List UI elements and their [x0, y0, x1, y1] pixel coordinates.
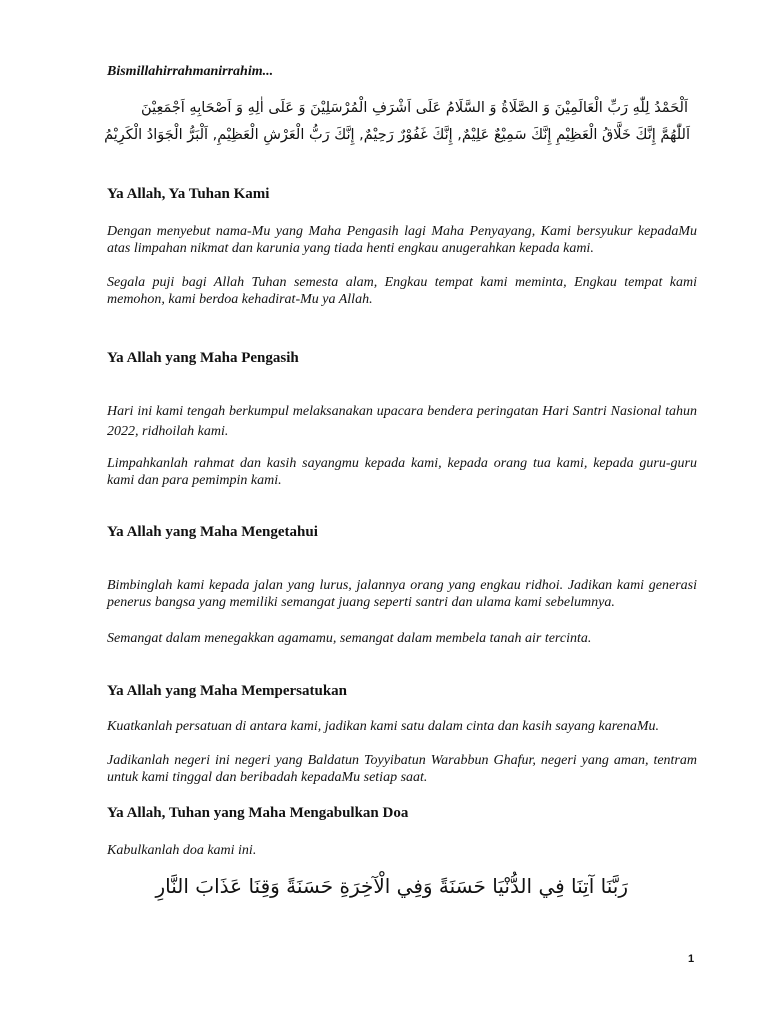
section-heading-5: Ya Allah, Tuhan yang Maha Mengabulkan Doa — [107, 805, 409, 821]
section-1-paragraph-1: Dengan menyebut nama-Mu yang Maha Pengasih lagi Maha Penyayang, Kami bersyukur kepadaMu atas limpahan nikmat dan karunia yang tiada henti engkau anugerahkan kepada kami. — [107, 224, 697, 256]
section-3-paragraph-1: Bimbinglah kami kepada jalan yang lurus, jalannya orang yang engkau ridhoi. Jadikan kami generasi penerus bangsa yang memiliki semangat juang seperti santri dan ulama kami sebelumnya. — [107, 578, 697, 610]
section-2-paragraph-2: Limpahkanlah rahmat dan kasih sayangmu kepada kami, kepada orang tua kami, kepada guru-guru kami dan para pemimpin kami. — [107, 456, 697, 488]
section-heading-3: Ya Allah yang Maha Mengetahui — [107, 524, 318, 540]
page-number: 1 — [688, 953, 695, 965]
section-2-paragraph-1: Hari ini kami tengah berkumpul melaksanakan upacara bendera peringatan Hari Santri Nasional tahun 2022, ridhoilah kami. — [107, 404, 697, 439]
section-heading-1: Ya Allah, Ya Tuhan Kami — [107, 186, 270, 202]
section-4-paragraph-1: Kuatkanlah persatuan di antara kami, jadikan kami satu dalam cinta dan kasih sayang karenaMu. — [107, 719, 660, 734]
section-4-paragraph-2: Jadikanlah negeri ini negeri yang Baldatun Toyyibatun Warabbun Ghafur, negeri yang aman, tentram untuk kami tinggal dan beribadah kepadaMu setiap saat. — [107, 753, 697, 785]
arabic-intro-line-1: اَلْحَمْدُ لِلّٰهِ رَبِّ الْعَالَمِيْنَ وَ الصَّلَاةُ وَ السَّلَامُ عَلَى اَشْرَفِ الْمُرْسَلِيْنَ وَ عَلَى اٰلِهِ وَ اَصْحَابِهِ اَجْمَعِيْنَ — [141, 100, 688, 116]
section-5-paragraph-1: Kabulkanlah doa kami ini. — [107, 843, 257, 858]
section-heading-2: Ya Allah yang Maha Pengasih — [107, 350, 299, 366]
opening-line: Bismillahirrahmanirrahim... — [107, 64, 274, 79]
section-3-paragraph-2: Semangat dalam menegakkan agamamu, semangat dalam membela tanah air tercinta. — [107, 631, 592, 646]
arabic-closing-prayer: رَبَّنَا آتِنَا فِي الدُّنْيَا حَسَنَةً وَفِي الْآخِرَةِ حَسَنَةً وَقِنَا عَذَابَ النَّارِ — [155, 874, 628, 898]
section-1-paragraph-2: Segala puji bagi Allah Tuhan semesta alam, Engkau tempat kami meminta, Engkau tempat kami memohon, kami berdoa kehadirat-Mu ya Allah. — [107, 275, 697, 307]
arabic-intro-line-2: اَللّٰهُمَّ إِنَّكَ خَلَّاقُ الْعَظِيْمِ إِنَّكَ سَمِيْعٌ عَلِيْمٌ, إِنَّكَ غَفُوْرٌ رَحِيْمٌ, إِنَّكَ رَبُّ الْعَرْشِ الْعَظِيْمِ, اَلْبَرُّ الْجَوَادُ الْكَرِيْمُ — [104, 127, 690, 143]
section-heading-4: Ya Allah yang Maha Mempersatukan — [107, 683, 348, 699]
